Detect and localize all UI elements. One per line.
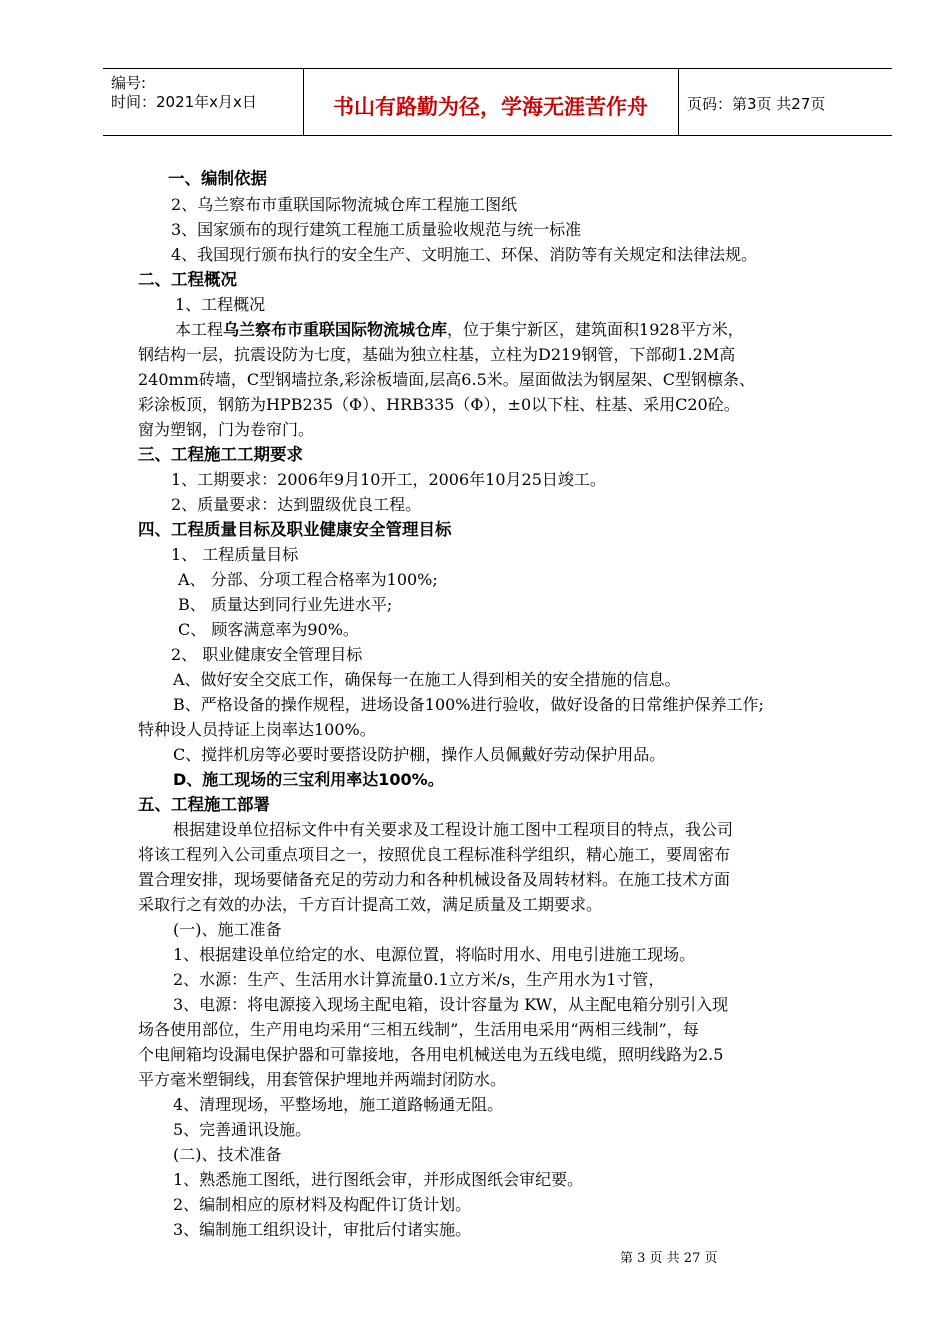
paragraph-line: 2、水源：生产、生活用水计算流量0.1立方米/s，生产用水为1寸管， [173, 970, 665, 989]
section-heading: 一、编制依据 [168, 169, 267, 188]
paragraph-line: 4、清理现场，平整场地，施工道路畅通无阻。 [173, 1095, 504, 1114]
paragraph-line: 彩涂板顶，钢筋为HPB235（Φ）、HRB335（Φ），±0以下柱、柱基、采用C20砼。 [138, 395, 740, 414]
page-header [103, 68, 892, 136]
subsection-heading: 1、 工程质量目标 [171, 545, 299, 564]
subsection-heading: 1、工程概况 [175, 295, 266, 314]
paragraph-line: 根据建设单位招标文件中有关要求及工程设计施工图中工程项目的特点，我公司 [173, 820, 734, 839]
list-item: A、 分部、分项工程合格率为100%; [178, 570, 438, 589]
list-item: C、 顾客满意率为90%。 [178, 620, 359, 639]
paragraph-text: ，位于集宁新区，建筑面积1928平方米， [447, 320, 744, 339]
header-motto: 书山有路勤为径，学海无涯苦作舟 [333, 95, 648, 119]
paragraph-line: 特种设人员持证上岗率达100%。 [138, 720, 376, 739]
section-heading: 四、工程质量目标及职业健康安全管理目标 [138, 520, 452, 539]
subsection-heading: 2、 职业健康安全管理目标 [171, 645, 363, 664]
paragraph-line: 窗为塑钢，门为卷帘门。 [138, 420, 315, 439]
section-heading: 二、工程概况 [138, 270, 237, 289]
section-heading: 五、工程施工部署 [138, 795, 270, 814]
header-left-cell [103, 69, 304, 135]
paragraph-line: 5、完善通讯设施。 [173, 1120, 312, 1139]
project-name: 乌兰察布市重联国际物流城仓库 [223, 320, 448, 339]
paragraph-text: 本工程 [175, 320, 224, 339]
paragraph-line: 1、熟悉施工图纸，进行图纸会审，并形成图纸会审纪要。 [173, 1170, 584, 1189]
paragraph-line: 4、我国现行颁布执行的安全生产、文明施工、环保、消防等有关规定和法律法规。 [171, 245, 758, 264]
subsection-heading: (二)、技术准备 [173, 1145, 282, 1164]
paragraph-line: 2、编制相应的原材料及构配件订货计划。 [173, 1195, 472, 1214]
paragraph-line: 1、工期要求：2006年9月10开工，2006年10月25日竣工。 [171, 470, 606, 489]
paragraph-line: B、严格设备的操作规程，进场设备100%进行验收，做好设备的日常维护保养工作; [173, 695, 764, 714]
paragraph-line: 3、电源：将电源接入现场主配电箱，设计容量为 KW，从主配电箱分别引入现 [173, 995, 729, 1014]
header-motto-cell [303, 69, 679, 135]
section-heading: 三、工程施工工期要求 [138, 445, 303, 464]
header-page-number: 页码：第3页 共27页 [687, 95, 826, 113]
paragraph-line: 240mm砖墙，C型钢墙拉条,彩涂板墙面,层高6.5米。屋面做法为钢屋架、C型钢檩条、 [138, 370, 755, 389]
paragraph-line: 3、编制施工组织设计，审批后付诸实施。 [173, 1220, 472, 1239]
paragraph-line: 2、质量要求：达到盟级优良工程。 [171, 495, 422, 514]
paragraph-line: 个电闸箱均设漏电保护器和可靠接地，各用电机械送电为五线电缆，照明线路为2.5 [138, 1045, 724, 1064]
paragraph-line: 采取行之有效的办法，千方百计提高工效，满足质量及工期要求。 [138, 895, 603, 914]
paragraph-line: 1、根据建设单位给定的水、电源位置，将临时用水、用电引进施工现场。 [173, 945, 696, 964]
paragraph-line: C、搅拌机房等必要时要搭设防护棚，操作人员佩戴好劳动保护用品。 [173, 745, 666, 764]
list-item: B、 质量达到同行业先进水平; [178, 595, 393, 614]
paragraph-line: 3、国家颁布的现行建筑工程施工质量验收规范与统一标准 [171, 220, 582, 239]
document-number-label: 编号: [111, 74, 147, 92]
header-page-cell [679, 69, 892, 135]
paragraph-line [175, 319, 744, 341]
document-time-label: 时间：2021年x月x日 [111, 93, 257, 111]
paragraph-line: 2、乌兰察布市重联国际物流城仓库工程施工图纸 [171, 195, 518, 214]
paragraph-line: 将该工程列入公司重点项目之一，按照优良工程标准科学组织，精心施工，要周密布 [138, 845, 731, 864]
paragraph-line: 场各使用部位，生产用电均采用“三相五线制”，生活用电采用“两相三线制”，每 [138, 1020, 699, 1039]
subsection-heading: (一)、施工准备 [173, 920, 282, 939]
paragraph-line: 平方毫米塑铜线，用套管保护埋地并两端封闭防水。 [138, 1070, 507, 1089]
paragraph-line: 置合理安排，现场要储备充足的劳动力和各种机械设备及周转材料。在施工技术方面 [138, 870, 731, 889]
paragraph-line: A、做好安全交底工作，确保每一在施工人得到相关的安全措施的信息。 [173, 670, 681, 689]
paragraph-line: D、施工现场的三宝利用率达100%。 [173, 770, 444, 789]
page-footer: 第 3 页 共 27 页 [620, 1251, 718, 1266]
paragraph-line: 钢结构一层，抗震设防为七度，基础为独立柱基，立柱为D219钢管，下部砌1.2M高 [138, 345, 736, 364]
